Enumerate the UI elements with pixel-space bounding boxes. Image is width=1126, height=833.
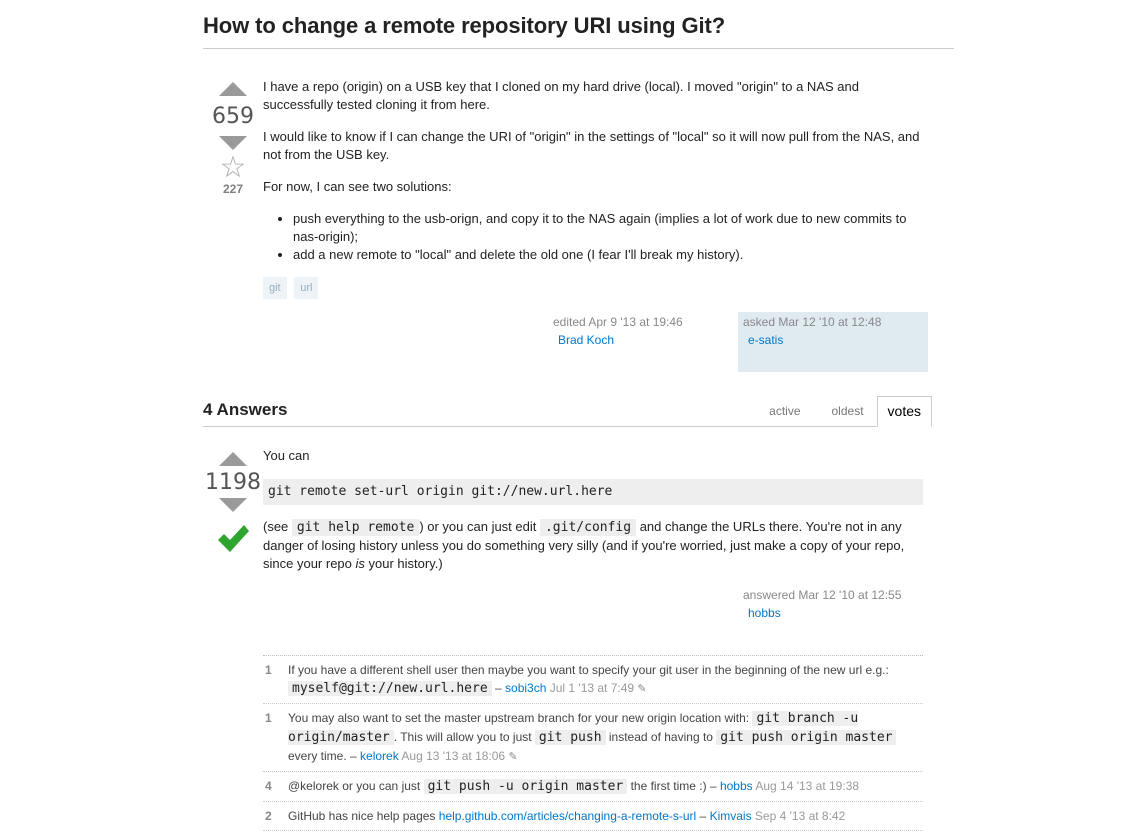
edit-signature xyxy=(548,313,728,371)
asker-link[interactable]: e-satis xyxy=(748,333,784,347)
upvote-icon[interactable] xyxy=(219,452,247,466)
comment-date[interactable]: Aug 13 '13 at 18:06 xyxy=(398,749,506,763)
title-divider xyxy=(203,48,954,49)
text-span: . This will allow you to just xyxy=(393,730,535,744)
text-span: @kelorek or you can just xyxy=(288,779,424,793)
comment-user-link[interactable]: kelorek xyxy=(360,749,399,763)
answer-body xyxy=(263,447,925,587)
inline-code: .git/config xyxy=(540,519,636,536)
downvote-icon[interactable] xyxy=(219,498,247,512)
text-span: instead of having to xyxy=(605,730,717,744)
answer-code-block: git remote set-url origin git://new.url.here xyxy=(263,479,923,505)
comment-user-link[interactable]: hobbs xyxy=(719,779,753,793)
upvote-icon[interactable] xyxy=(219,82,247,96)
comment-user-link[interactable]: sobi3ch xyxy=(505,681,547,695)
list-item: • push everything to the usb-orign, and copy it to the NAS again (implies a lot of work due to new commits to nas-origin); xyxy=(293,210,923,246)
question-vote-cell xyxy=(204,82,262,196)
downvote-icon[interactable] xyxy=(219,136,247,150)
edited-label[interactable]: edited Apr 9 '13 at 19:46 xyxy=(553,315,683,329)
owner-signature xyxy=(738,312,928,372)
help-link[interactable]: help.github.com/articles/changing-a-remote-s-url xyxy=(438,809,697,823)
comment-user-link[interactable]: Kimvais xyxy=(709,809,752,823)
asked-label: asked Mar 12 '10 at 12:48 xyxy=(743,315,882,329)
inline-code: git push -u origin master xyxy=(424,779,628,794)
text-span: the first time :) – xyxy=(627,779,720,793)
question-body xyxy=(263,78,923,278)
text-span: – xyxy=(491,681,506,695)
answer-score: 1198 xyxy=(205,470,261,495)
comment-date[interactable]: Aug 14 '13 at 19:38 xyxy=(752,779,860,793)
emphasis: is xyxy=(355,556,365,571)
tab-active[interactable]: active xyxy=(769,404,801,418)
answers-count: 4 Answers xyxy=(203,400,288,419)
editor-link[interactable]: Brad Koch xyxy=(558,333,615,347)
text-span: – xyxy=(696,809,710,823)
comment-score: 1 xyxy=(265,663,272,677)
comment-score: 1 xyxy=(265,711,272,725)
comment-text xyxy=(288,807,845,825)
comment xyxy=(263,772,923,802)
sort-tabs xyxy=(751,396,932,427)
question-paragraph: I have a repo (origin) on a USB key that I cloned on my hard drive (local). I moved "origin" to a NAS and successfully tested cloning it from here. xyxy=(263,79,859,112)
list-item: • add a new remote to "local" and delete the old one (I fear I'll break my history). xyxy=(293,246,923,264)
comment xyxy=(263,656,923,704)
favorite-count: 227 xyxy=(222,182,244,196)
text-span: You may also want to set the master upstream branch for your new origin location with: xyxy=(288,711,753,725)
comment-list xyxy=(263,655,923,831)
text-span: (see xyxy=(263,519,292,534)
tag-url[interactable]: url xyxy=(294,277,318,299)
text-span: ) or you can just edit xyxy=(419,519,540,534)
comment xyxy=(263,802,923,831)
comment-date[interactable]: Jul 1 '13 at 7:49 xyxy=(546,681,635,695)
question-title[interactable]: How to change a remote repository URI using Git? xyxy=(203,13,726,38)
pencil-icon: ✎ xyxy=(508,751,518,763)
text-span: If you have a different shell user then maybe you want to specify your git user in the beginning of the new url e.g.: xyxy=(288,663,889,677)
answer-intro: You can xyxy=(263,448,310,463)
text-span: and change the URLs there. You're not in any danger of losing history unless you do something very silly (and if you're worried, just make a copy of your repo, since your repo xyxy=(263,519,905,571)
comment-text xyxy=(288,661,923,698)
answered-label[interactable]: answered Mar 12 '10 at 12:55 xyxy=(743,588,902,602)
pencil-icon: ✎ xyxy=(637,683,647,695)
answer-paragraph xyxy=(263,518,925,573)
inline-code: git help remote xyxy=(292,519,419,536)
answers-header xyxy=(203,396,932,427)
text-span: GitHub has nice help pages xyxy=(288,809,439,823)
inline-code: git branch -u origin/master xyxy=(288,711,859,745)
question-paragraph: I would like to know if I can change the URI of "origin" in the settings of "local" so it will now pull from the NAS, and not from the USB key. xyxy=(263,129,920,162)
accepted-check-icon xyxy=(216,522,250,556)
comment-text xyxy=(288,709,923,766)
tab-votes[interactable]: votes xyxy=(877,396,932,427)
tab-oldest[interactable]: oldest xyxy=(831,404,864,418)
comment-date[interactable]: Sep 4 '13 at 8:42 xyxy=(751,809,846,823)
answer-signature xyxy=(738,586,938,622)
comment-score: 4 xyxy=(265,779,272,793)
comment-text xyxy=(288,777,859,796)
answerer-link[interactable]: hobbs xyxy=(748,606,781,620)
inline-code: git push origin master xyxy=(716,730,896,745)
text-span: your history.) xyxy=(364,556,443,571)
solutions-list xyxy=(293,210,923,264)
favorite-star-icon[interactable]: ☆ xyxy=(219,151,247,184)
inline-code: myself@git://new.url.here xyxy=(288,681,492,696)
answer-vote-cell xyxy=(204,452,262,559)
comment xyxy=(263,704,923,772)
comment-score: 2 xyxy=(265,809,272,823)
question-score: 659 xyxy=(212,104,254,129)
inline-code: git push xyxy=(535,730,606,745)
text-span: every time. – xyxy=(288,749,361,763)
question-paragraph: For now, I can see two solutions: xyxy=(263,179,452,194)
tag-git[interactable]: git xyxy=(263,277,287,299)
tag-list xyxy=(263,277,322,299)
